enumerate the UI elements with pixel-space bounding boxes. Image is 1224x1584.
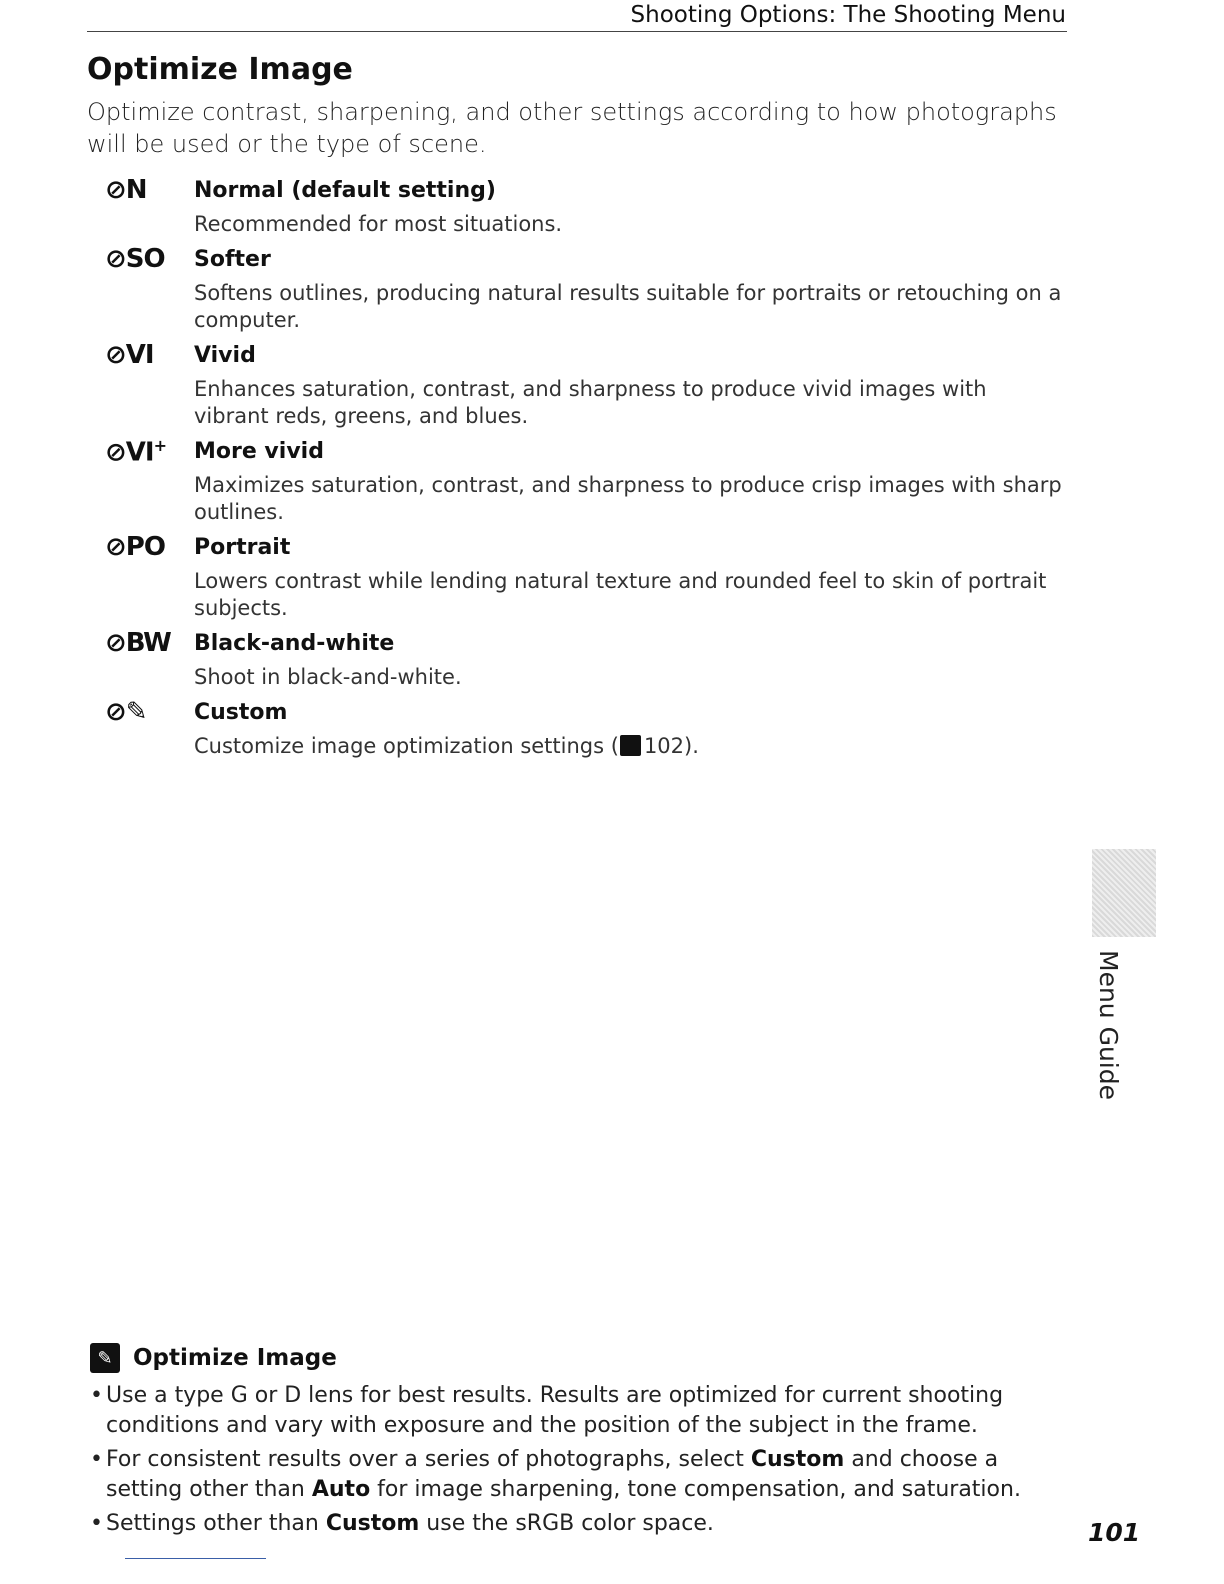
option-description: Maximizes saturation, contrast, and sharpness to produce crisp images with sharp outlines.: [194, 473, 1062, 524]
optimize-more-vivid-icon: [105, 436, 185, 468]
optimize-vivid-icon: ⊘VI: [105, 340, 154, 370]
description-text-end: ).: [684, 734, 699, 758]
page-number: 101: [1088, 1518, 1141, 1547]
option-custom: [105, 695, 1065, 760]
header-divider: [87, 31, 1067, 32]
icon-superscript: +: [153, 436, 166, 455]
section-tab-label: Menu Guide: [1094, 950, 1123, 1100]
option-description: Softens outlines, producing natural results suitable for portraits or retouching on a computer.: [194, 281, 1062, 332]
note-list: [90, 1381, 1080, 1539]
note-text: Settings other than: [106, 1511, 326, 1536]
option-more-vivid: [105, 434, 1065, 526]
optimize-softer-icon: ⊘SO: [105, 244, 165, 274]
option-label: Vivid: [194, 343, 256, 368]
option-description: Shoot in black-and-white.: [194, 665, 462, 689]
option-list: [105, 173, 1065, 764]
bottom-divider: [125, 1558, 266, 1559]
note-emphasis: Custom: [750, 1447, 845, 1472]
note-text: use the sRGB color space.: [419, 1511, 714, 1536]
note-text: For consistent results over a series of photographs, select: [106, 1447, 751, 1472]
option-description: Enhances saturation, contrast, and sharpness to produce vivid images with vibrant reds, greens, and blues.: [194, 377, 987, 428]
intro-paragraph: Optimize contrast, sharpening, and other settings according to how photographs will be used or the type of scene.: [87, 98, 1057, 158]
note-header: [90, 1343, 1080, 1373]
page-reference-icon: [620, 735, 641, 756]
optimize-normal-icon: ⊘N: [105, 175, 147, 205]
option-label: More vivid: [194, 439, 324, 464]
note-emphasis: Auto: [311, 1477, 371, 1502]
option-label: Custom: [194, 700, 288, 725]
note-title: Optimize Image: [133, 1345, 337, 1371]
option-softer: [105, 242, 1065, 334]
page-title: Optimize Image: [87, 52, 353, 87]
icon-text: ⊘VI: [105, 437, 154, 468]
note-text: for image sharpening, tone compensation, and saturation.: [370, 1477, 1021, 1502]
optimize-bw-icon: ⊘BW: [105, 628, 171, 658]
option-vivid: [105, 338, 1065, 430]
option-label: Softer: [194, 247, 271, 272]
pencil-note-icon: ✎: [90, 1343, 120, 1373]
page-reference[interactable]: 102: [643, 734, 685, 758]
option-label: Portrait: [194, 535, 291, 560]
list-item: • Use a type G or D lens for best results. Results are optimized for current shooting conditions and vary with exposure and the position of the subject in the frame.: [90, 1381, 1080, 1441]
note-text: and choose a setting other than: [106, 1447, 999, 1502]
description-text: Customize image optimization settings (: [194, 734, 619, 758]
list-item: [90, 1445, 1080, 1505]
optimize-custom-icon: ⊘✎: [105, 697, 147, 727]
option-black-and-white: [105, 626, 1065, 691]
list-item: [90, 1509, 1080, 1539]
option-normal: [105, 173, 1065, 238]
option-description: Recommended for most situations.: [194, 212, 563, 236]
section-tab-marker: [1092, 849, 1156, 937]
option-portrait: [105, 530, 1065, 622]
running-header: Shooting Options: The Shooting Menu: [630, 2, 1066, 28]
optimize-portrait-icon: ⊘PO: [105, 532, 165, 562]
option-label: Normal (default setting): [194, 178, 496, 203]
note-box: [90, 1343, 1080, 1543]
option-label: Black-and-white: [194, 631, 395, 656]
option-description: [194, 733, 1064, 760]
option-description: Lowers contrast while lending natural texture and rounded feel to skin of portrait subjects.: [194, 569, 1047, 620]
note-emphasis: Custom: [325, 1511, 420, 1536]
